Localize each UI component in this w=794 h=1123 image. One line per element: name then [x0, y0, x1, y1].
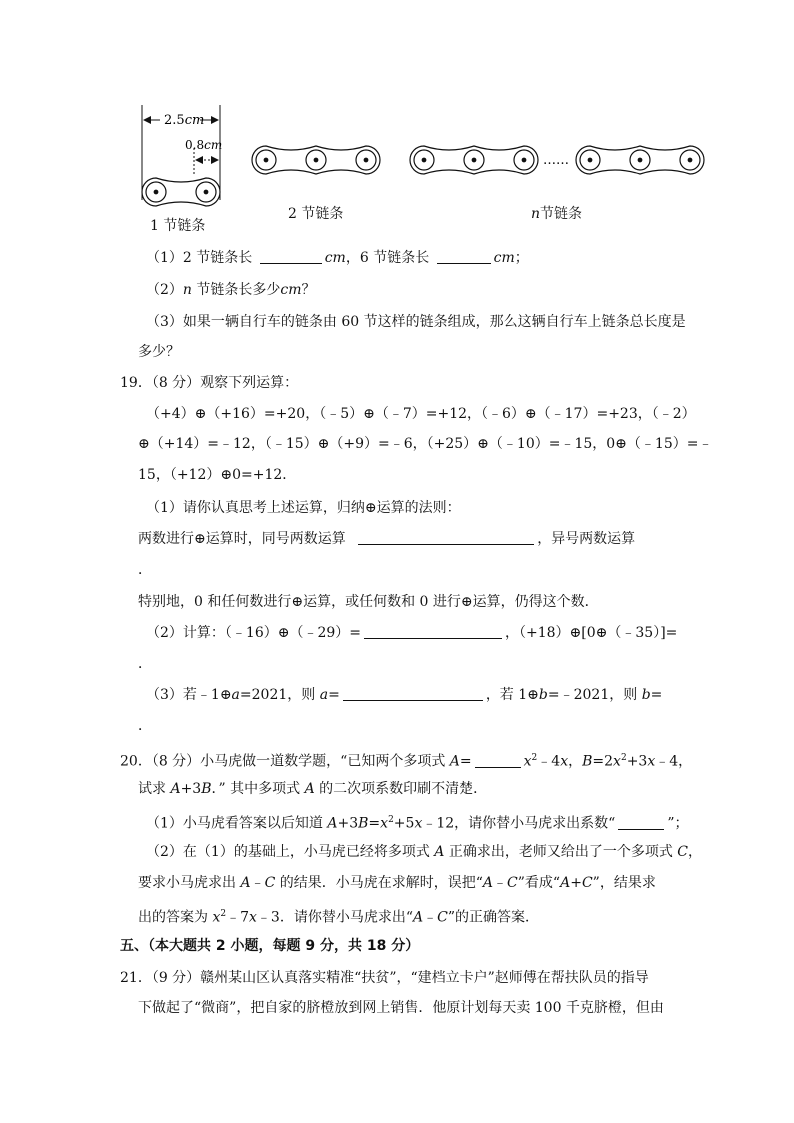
chain-1-link — [142, 178, 220, 206]
q19-examples-line2: ⊕（+14）=﹣12，（﹣15）⊕（+9）=﹣6，（+25）⊕（﹣10）=﹣15，0⊕（﹣15）=﹣ — [138, 436, 713, 452]
answer-blank[interactable] — [364, 624, 502, 639]
chain-2-links — [252, 146, 380, 174]
q20-part2-line3: 出的答案为 $x^2﹣7x﹣3$．请你替小马虎求出“A﹣C”的正确答案． — [138, 909, 540, 926]
q19-stem: 19．（8 分）观察下列运算： — [120, 375, 299, 391]
q19-part3-dot: ． — [138, 718, 152, 734]
q20-part2-line2: 要求小马虎求出 A﹣C 的结果．小马虎在求解时，误把“A﹣C”看成“A+C”，结果求 — [138, 875, 656, 891]
q18-part3-line1: （3）如果一辆自行车的链条由 60 节这样的链条组成，那么这辆自行车上链条总长度是 — [146, 314, 686, 330]
q19-part2-dot: ． — [138, 656, 152, 672]
chain-figure — [0, 0, 794, 240]
q19-part1-dot: ． — [138, 562, 152, 578]
q19-examples-line3: 15，（+12）⊕0=+12． — [138, 467, 297, 483]
label-1-link: 1 节链条 — [150, 218, 206, 234]
label-n-text: 节链条 — [540, 206, 583, 222]
q19-part1-rule: 两数进行⊕运算时，同号两数运算 ，异号两数运算 — [138, 531, 636, 547]
chain-n-links-right — [576, 146, 704, 174]
answer-blank[interactable] — [358, 530, 534, 545]
q18-part1: （1）2 节链条长 cm，6 节链条长 cm； — [146, 250, 529, 266]
answer-blank[interactable] — [475, 753, 521, 768]
q21-line2: 下做起了“微商”，把自家的脐橙放到网上销售．他原计划每天卖 100 千克脐橙，但由 — [138, 1000, 664, 1016]
answer-blank[interactable] — [260, 249, 322, 264]
answer-blank[interactable] — [618, 815, 664, 830]
q19-examples-line1: （+4）⊕（+16）=+20，（﹣5）⊕（﹣7）=+12，（﹣6）⊕（﹣17）=+23，（﹣2） — [146, 406, 696, 422]
q19-part3: （3）若﹣1⊕a=2021，则 a= ，若 1⊕b=﹣2021，则 b= — [146, 687, 663, 703]
dim-outer-label: 2.5cm — [164, 113, 205, 128]
label-2-links: 2 节链条 — [288, 206, 344, 222]
q20-part2-line1: （2）在（1）的基础上，小马虎已经将多项式 A 正确求出，老师又给出了一个多项式 C， — [146, 844, 703, 860]
chain-n-links-left — [410, 146, 538, 174]
dim-inner-label: 0.8cm — [185, 138, 223, 152]
var-n: n — [531, 206, 541, 222]
q19-part1-stem: （1）请你认真思考上述运算，归纳⊕运算的法则： — [146, 500, 461, 516]
answer-blank[interactable] — [343, 686, 483, 701]
q19-part2: （2）计算：（﹣16）⊕（﹣29）= ，（+18）⊕[0⊕（﹣35）]= — [146, 625, 678, 641]
label-n-links — [531, 204, 582, 224]
answer-blank[interactable] — [437, 249, 491, 264]
q18-part3-line2: 多少？ — [138, 344, 180, 360]
q20-stem-line2: 试求 A+3B．” 其中多项式 A 的二次项系数印刷不清楚． — [138, 781, 488, 797]
section-heading: 五、（本大题共 2 小题，每题 9 分，共 18 分） — [120, 938, 420, 954]
q19-special-rule: 特别地，0 和任何数进行⊕运算，或任何数和 0 进行⊕运算，仍得这个数． — [138, 594, 599, 610]
chain-ellipsis: …… — [543, 153, 569, 168]
q20-stem-line1: 20．（8 分）小马虎做一道数学题，“已知两个多项式 $A= x^2﹣4x$，$B=2x^2+3x﹣4$， — [120, 753, 693, 770]
q18-part2: （2）n 节链条长多少cm？ — [146, 282, 316, 298]
q20-part1: （1）小马虎看答案以后知道 $A+3B=x^2+5x﹣12$，请你替小马虎求出系数“ ”； — [146, 815, 689, 832]
q21-line1: 21．（9 分）赣州某山区认真落实精准“扶贫”，“建档立卡户”赵师傅在帮扶队员的指导 — [120, 970, 649, 986]
